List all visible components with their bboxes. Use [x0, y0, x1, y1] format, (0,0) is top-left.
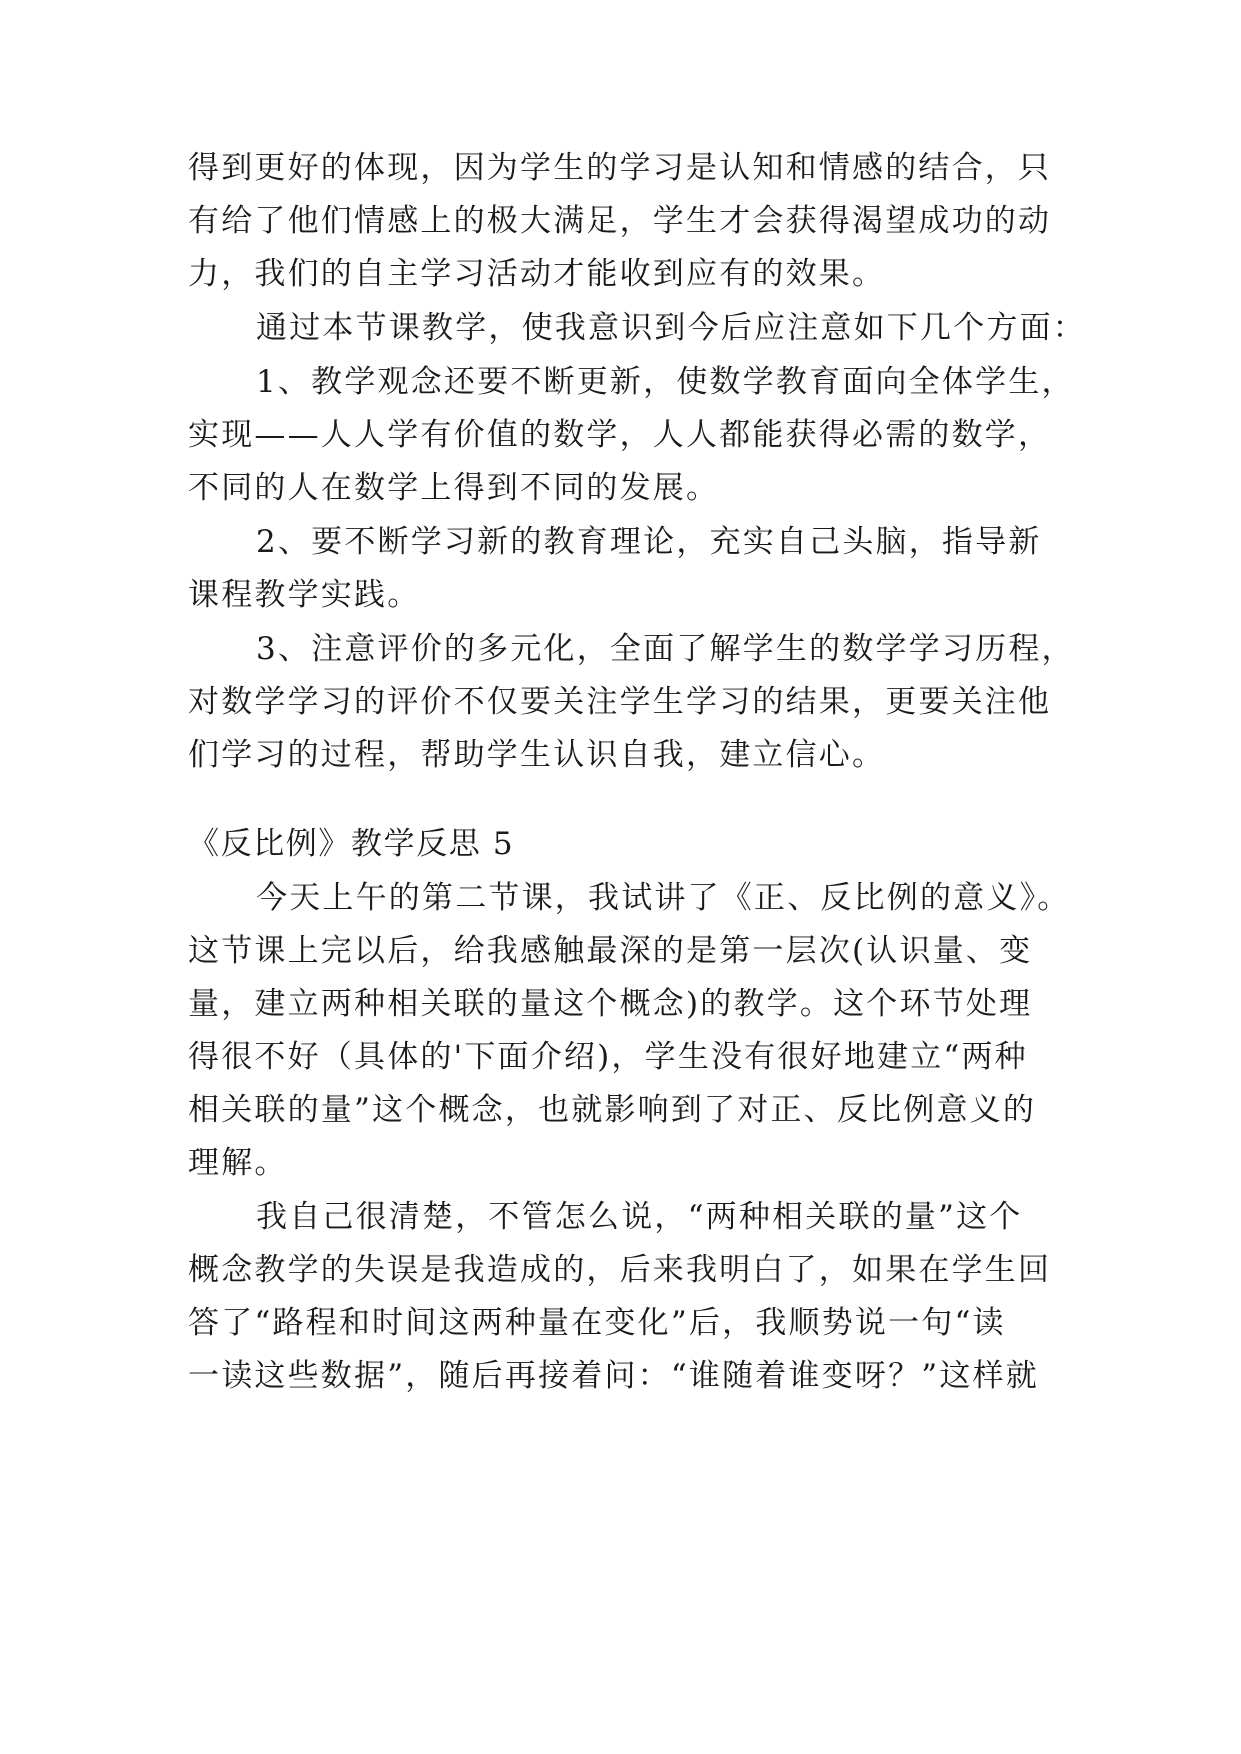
paragraph-line: 1、教学观念还要不断更新，使数学教育面向全体学生，: [256, 364, 1075, 400]
paragraph-line: 概念教学的失误是我造成的，后来我明白了，如果在学生回: [188, 1252, 1052, 1288]
paragraph-line: 不同的人在数学上得到不同的发展。: [188, 470, 720, 506]
paragraph-line: 理解。: [188, 1145, 288, 1181]
paragraph-line: 有给了他们情感上的极大满足，学生才会获得渴望成功的动: [188, 203, 1052, 239]
paragraph-line: 我自己很清楚，不管怎么说，“两种相关联的量”这个: [256, 1199, 1023, 1235]
paragraph-line: 课程教学实践。: [188, 577, 421, 613]
paragraph-line: 3、注意评价的多元化，全面了解学生的数学学习历程，: [256, 631, 1075, 667]
paragraph-line: 量，建立两种相关联的量这个概念)的教学。这个环节处理: [188, 986, 1033, 1022]
paragraph-line: 对数学学习的评价不仅要关注学生学习的结果，更要关注他: [188, 684, 1052, 720]
paragraph-line: 答了“路程和时间这两种量在变化”后，我顺势说一句“读: [188, 1305, 1006, 1341]
paragraph-line: 这节课上完以后，给我感触最深的是第一层次(认识量、变: [188, 933, 1033, 969]
paragraph-line: 一读这些数据”，随后再接着问：“谁随着谁变呀？”这样就: [188, 1358, 1039, 1394]
paragraph-line: 实现——人人学有价值的数学，人人都能获得必需的数学，: [188, 417, 1052, 453]
paragraph-line: 得到更好的体现，因为学生的学习是认知和情感的结合，只: [188, 150, 1052, 186]
paragraph-line: 2、要不断学习新的教育理论，充实自己头脑，指导新: [256, 524, 1042, 560]
paragraph-line: 力，我们的自主学习活动才能收到应有的效果。: [188, 256, 886, 292]
paragraph-line: 通过本节课教学，使我意识到今后应注意如下几个方面：: [256, 310, 1086, 346]
paragraph-line: 得很不好（具体的'下面介绍)，学生没有很好地建立“两种: [188, 1039, 1028, 1075]
paragraph-line: 今天上午的第二节课，我试讲了《正、反比例的意义》。: [256, 880, 1071, 916]
paragraph-line: 们学习的过程，帮助学生认识自我，建立信心。: [188, 737, 886, 773]
paragraph-line: 相关联的量”这个概念，也就影响到了对正、反比例意义的: [188, 1092, 1037, 1128]
section-heading: 《反比例》教学反思 5: [188, 826, 515, 862]
